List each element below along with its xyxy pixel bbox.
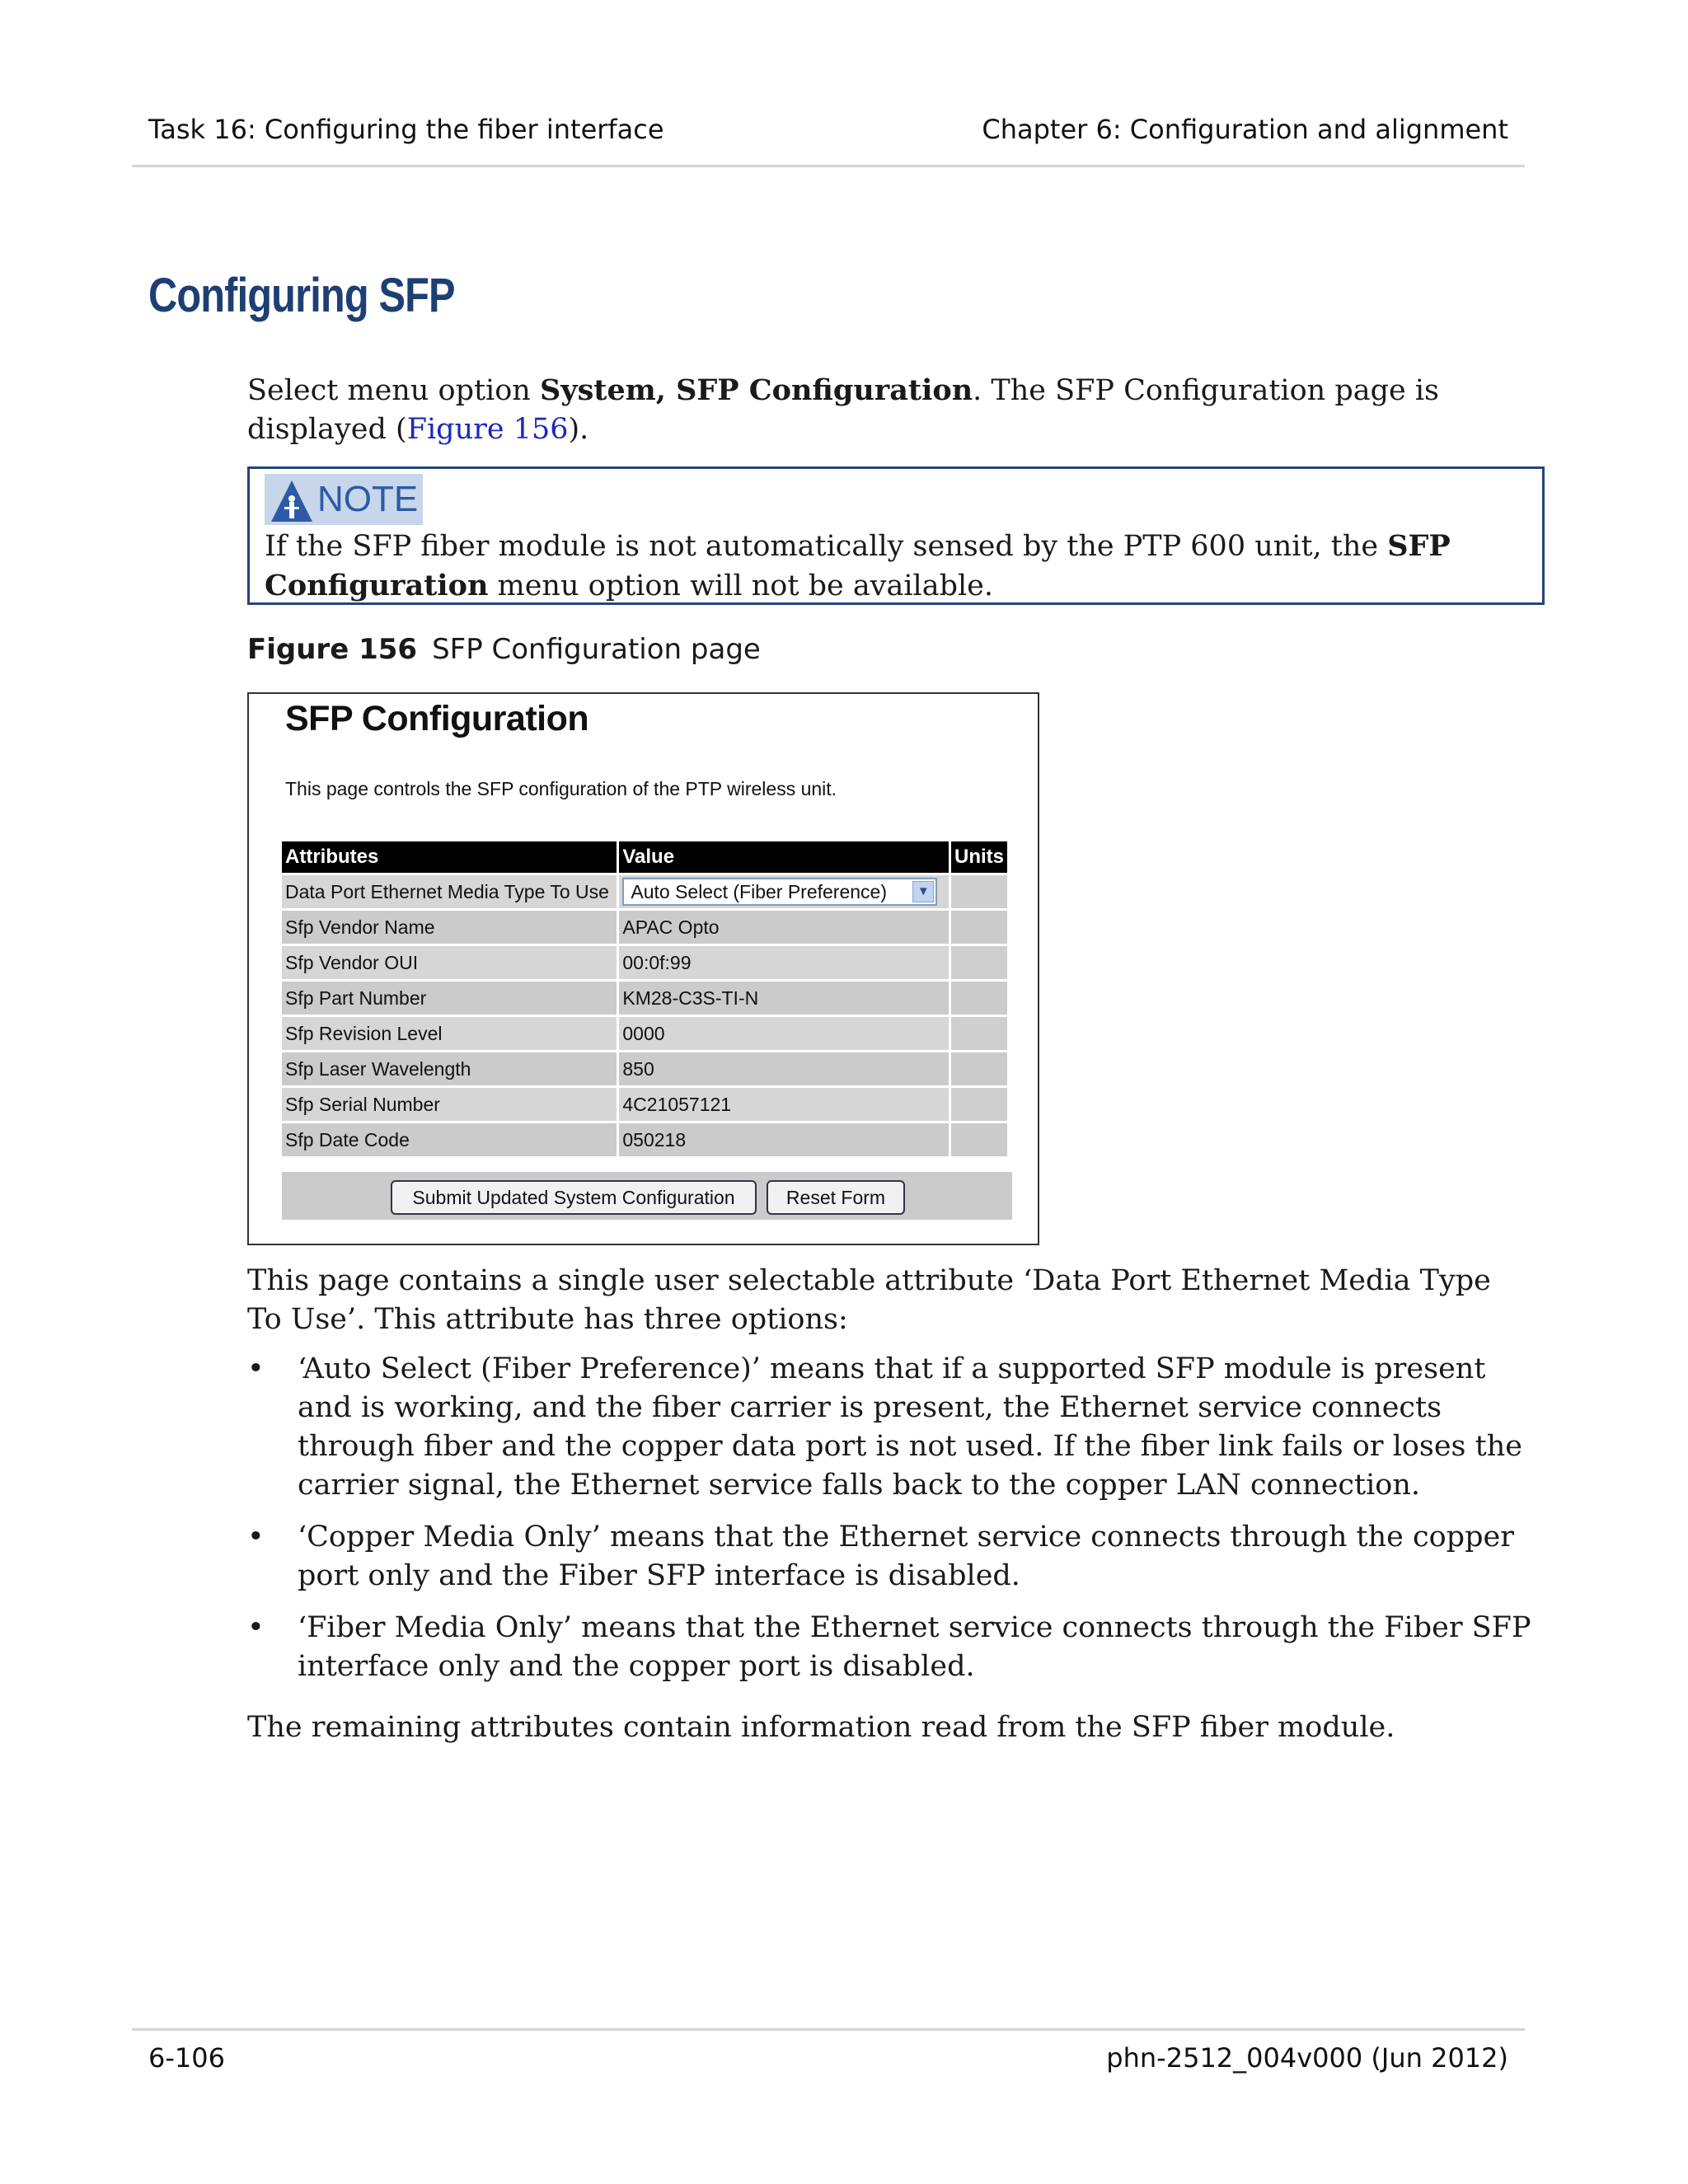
attribute-name: Sfp Part Number [282,982,617,1015]
list-item [247,1518,1533,1596]
header-section-title: Task 16: Configuring the fiber interface [148,114,664,145]
units-cell [951,1123,1007,1156]
units-cell [951,1017,1007,1050]
media-type-select[interactable] [622,878,937,906]
sfp-configuration-screenshot [247,692,1039,1245]
value-cell [619,875,949,908]
table-row [282,1123,1007,1156]
table-row [282,946,1007,979]
note-box [247,466,1545,605]
attribute-name: Sfp Date Code [282,1123,617,1156]
figure-link[interactable]: Figure 156 [406,413,569,446]
sfp-page-description: This page controls the SFP configuration of the PTP wireless unit. [285,778,837,799]
attribute-value: APAC Opto [619,911,949,944]
submit-configuration-button[interactable]: Submit Updated System Configuration [391,1180,757,1215]
table-row [282,1088,1007,1121]
header-chapter-title: Chapter 6: Configuration and alignment [982,114,1508,145]
attribute-name: Sfp Serial Number [282,1088,617,1121]
list-item [247,1350,1533,1505]
figure-number: Figure 156 [247,633,418,666]
bullet-icon: • [247,1352,265,1385]
attribute-name: Sfp Vendor OUI [282,946,617,979]
note-text [265,527,1527,606]
bullet-icon: • [247,1611,265,1644]
attribute-name: Data Port Ethernet Media Type To Use [282,875,617,908]
units-cell [951,875,1007,908]
table-row [282,1052,1007,1085]
page-header [132,114,1525,167]
attribute-value: 00:0f:99 [619,946,949,979]
attribute-name: Sfp Laser Wavelength [282,1052,617,1085]
list-item-text: ‘Auto Select (Fiber Preference)’ means that if a supported SFP module is present and is working, and the fiber carrier is present, the Ethernet service connects through fiber and the copper data port is not used. If the fiber link fails or loses the carrier signal, the Ethernet service falls back to the copper LAN connection. [298,1352,1522,1502]
table-row [282,875,1007,908]
page-footer [132,2028,1525,2088]
units-cell [951,1052,1007,1085]
note-text-end: menu option will not be available. [488,569,994,602]
list-item-text: ‘Fiber Media Only’ means that the Ethernet service connects through the Fiber SFP interface only and the copper port is disabled. [298,1611,1531,1683]
intro-text: Select menu option [247,374,540,407]
attribute-value: KM28-C3S-TI-N [619,982,949,1015]
figure-caption [247,633,761,666]
note-text-start: If the SFP fiber module is not automatically sensed by the PTP 600 unit, the [265,530,1388,563]
attribute-value: 0000 [619,1017,949,1050]
attribute-value: 850 [619,1052,949,1085]
units-cell [951,1088,1007,1121]
menu-path: System, SFP Configuration [539,373,973,407]
options-list [247,1350,1533,1699]
figure-caption-text: SFP Configuration page [432,633,761,666]
intro-text-end: ). [568,413,589,446]
page-title: Configuring SFP [148,269,455,322]
body-paragraph: This page contains a single user selectable attribute ‘Data Port Ethernet Media Type To Use’. This attribute has three options: [247,1264,1491,1336]
reset-form-button[interactable]: Reset Form [767,1180,905,1215]
page-number: 6-106 [148,2042,225,2074]
units-cell [951,911,1007,944]
intro-text-mid: . The SFP Configuration page is displayed ( [247,374,1440,446]
sfp-page-heading: SFP Configuration [285,699,589,738]
attribute-value: 4C21057121 [619,1088,949,1121]
media-type-selected-value: Auto Select (Fiber Preference) [631,881,887,902]
table-row [282,1017,1007,1050]
bullet-icon: • [247,1521,265,1554]
note-badge [265,474,423,525]
note-menu-option: SFP Configuration [265,529,1451,602]
attribute-value: 050218 [619,1123,949,1156]
attribute-name: Sfp Vendor Name [282,911,617,944]
note-icon [270,479,314,523]
note-label: NOTE [317,479,419,519]
sfp-attributes-table [279,839,1010,1159]
list-item-text: ‘Copper Media Only’ means that the Ethernet service connects through the copper port only and the Fiber SFP interface is disabled. [298,1521,1514,1592]
document-id: phn-2512_004v000 (Jun 2012) [1106,2042,1508,2074]
column-header-units: Units [951,841,1007,873]
form-button-row [282,1172,1012,1220]
attribute-name: Sfp Revision Level [282,1017,617,1050]
table-row [282,911,1007,944]
intro-paragraph [247,371,1533,449]
units-cell [951,982,1007,1015]
units-cell [951,946,1007,979]
closing-paragraph: The remaining attributes contain information read from the SFP fiber module. [247,1711,1395,1744]
column-header-value: Value [619,841,949,873]
chevron-down-icon[interactable]: ▼ [912,881,934,902]
column-header-attributes: Attributes [282,841,617,873]
table-row [282,982,1007,1015]
list-item [247,1609,1533,1686]
